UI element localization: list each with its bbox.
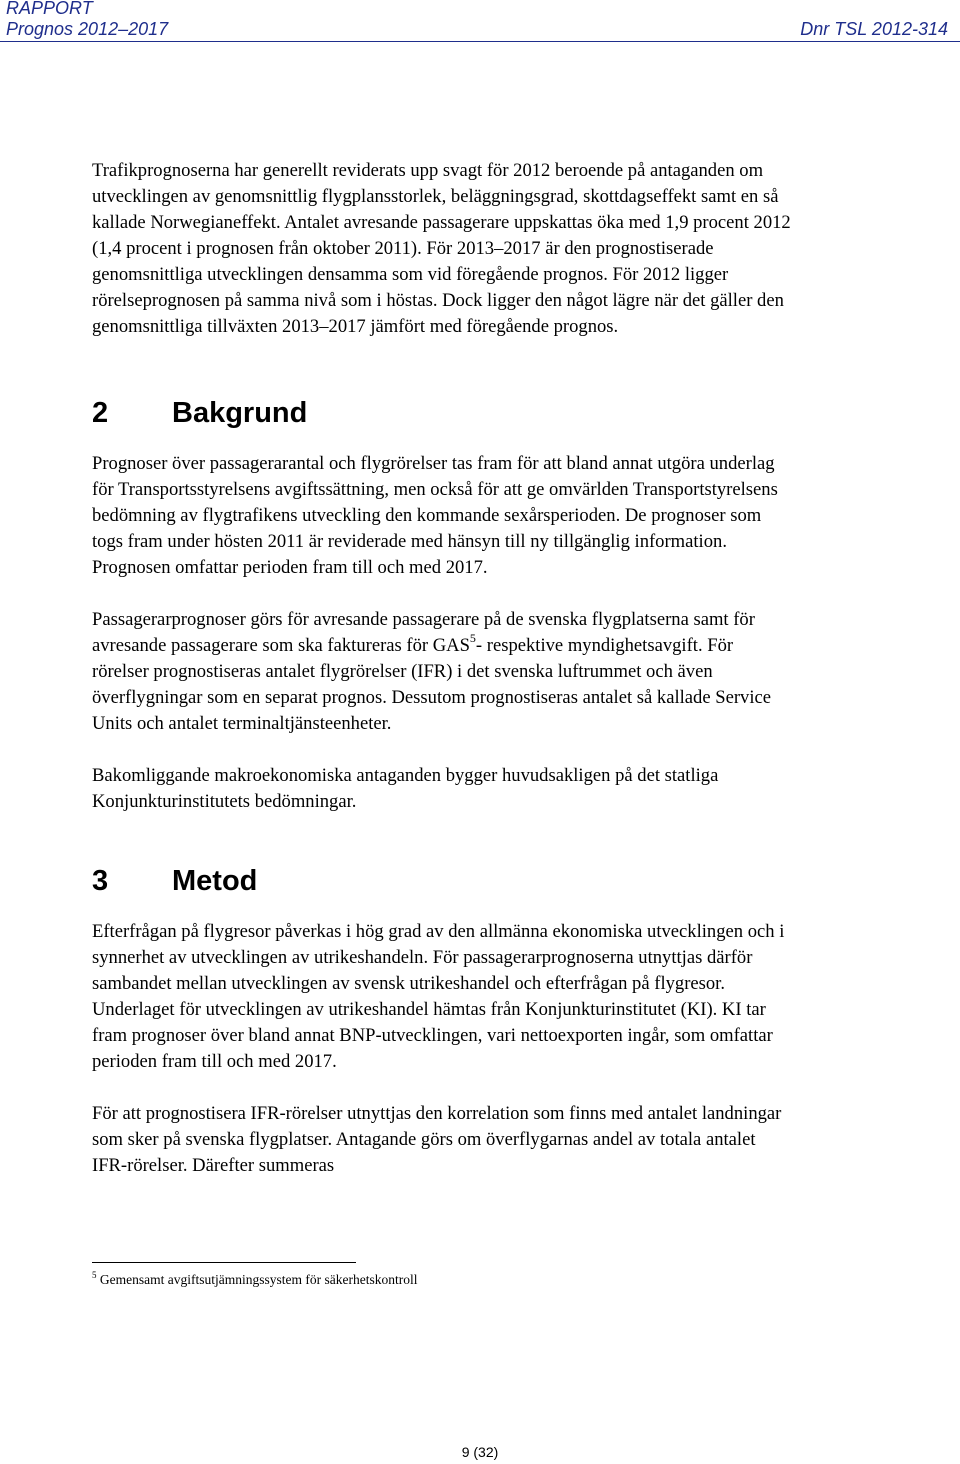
footnote-marker: 5 <box>92 1269 97 1280</box>
section-3-number: 3 <box>92 865 109 897</box>
header-reference: Dnr TSL 2012-314 <box>800 19 948 39</box>
section-2-paragraph-1: Prognoser över passagerarantal och flygrörelser tas fram för att bland annat utgöra underlag för Transportsstyrelsens avgiftssättning, men också för att ge omvärlden Transportstyrelsens bedömning av flygtrafikens utveckling den kommande sexårsperioden. De prognoser som togs fram under hösten 2011 är reviderade med hänsyn till ny tillgänglig information. Prognosen omfattar perioden fram till och med 2017. <box>92 453 778 578</box>
header-doc-type: RAPPORT <box>6 0 93 18</box>
intro-paragraph: Trafikprognoserna har generellt reviderats upp svagt för 2012 beroende på antaganden om utvecklingen av genomsnittlig flygplansstorlek, beläggningsgrad, skottdagseffekt samt en så kallade Norwegianeffekt. Antalet avresande passagerare uppskattas öka med 1,9 procent 2012 (1,4 procent i prognosen från oktober 2011). För 2013–2017 är den prognostiserade genomsnittliga utvecklingen densamma som vid föregående prognos. För 2012 ligger rörelseprognosen på samma nivå som i höstas. Dock ligger den något lägre när det gäller den genomsnittliga tillväxten 2013–2017 jämfört med föregående prognos. <box>92 160 791 337</box>
document-body <box>92 158 792 1179</box>
footnote-text: Gemensamt avgiftsutjämningssystem för säkerhetskontroll <box>99 1272 418 1287</box>
footnote <box>92 1269 418 1288</box>
section-3-paragraph-2: För att prognostisera IFR-rörelser utnyttjas den korrelation som finns med antalet landningar som sker på svenska flygplatser. Antagande görs om överflygarnas andel av totala antalet IFR-rörelser. Därefter summeras <box>92 1103 782 1176</box>
section-2-paragraph-2-start: Passagerarprognoser görs för avresande passagerare på de svenska flygplatserna samt för avresande passagerare som ska faktureras för GAS <box>92 609 755 656</box>
section-2-paragraph-3: Bakomliggande makroekonomiska antaganden bygger huvudsakligen på det statliga Konjunkturinstitutets bedömningar. <box>92 765 719 812</box>
section-3-heading <box>92 861 792 901</box>
page-number: 9 (32) <box>461 1444 499 1460</box>
footnote-divider <box>92 1262 356 1263</box>
header-divider <box>0 41 960 42</box>
section-3-title: Metod <box>172 865 258 897</box>
header-subtitle: Prognos 2012–2017 <box>6 19 169 39</box>
section-2-paragraph-2-end: - respektive myndighetsavgift. För rörelser prognostiseras antalet flygrörelser (IFR) i det svenska luftrummet och även överflygningar som en separat prognos. Dessutom prognostiseras antalet så kallade Service Units och antalet terminaltjänsteenheter. <box>92 635 771 734</box>
section-2-heading <box>92 393 792 433</box>
footnote-reference-5[interactable]: 5 <box>469 630 476 645</box>
section-3-paragraph-1: Efterfrågan på flygresor påverkas i hög grad av den allmänna ekonomiska utvecklingen och i synnerhet av utvecklingen av utrikeshandeln. För passagerarprognoserna utnyttjas därför sambandet mellan utvecklingen av svensk utrikeshandel och efterfrågan på flygresor. Underlaget för utvecklingen av utrikeshandel hämtas från Konjunkturinstitutet (KI). KI tar fram prognoser över bland annat BNP-utvecklingen, vari nettoexporten ingår, som omfattar perioden fram till och med 2017. <box>92 921 785 1072</box>
section-2-number: 2 <box>92 397 109 429</box>
section-2-paragraph-2 <box>92 607 792 737</box>
section-2-title: Bakgrund <box>172 397 308 429</box>
page-header <box>0 0 960 44</box>
